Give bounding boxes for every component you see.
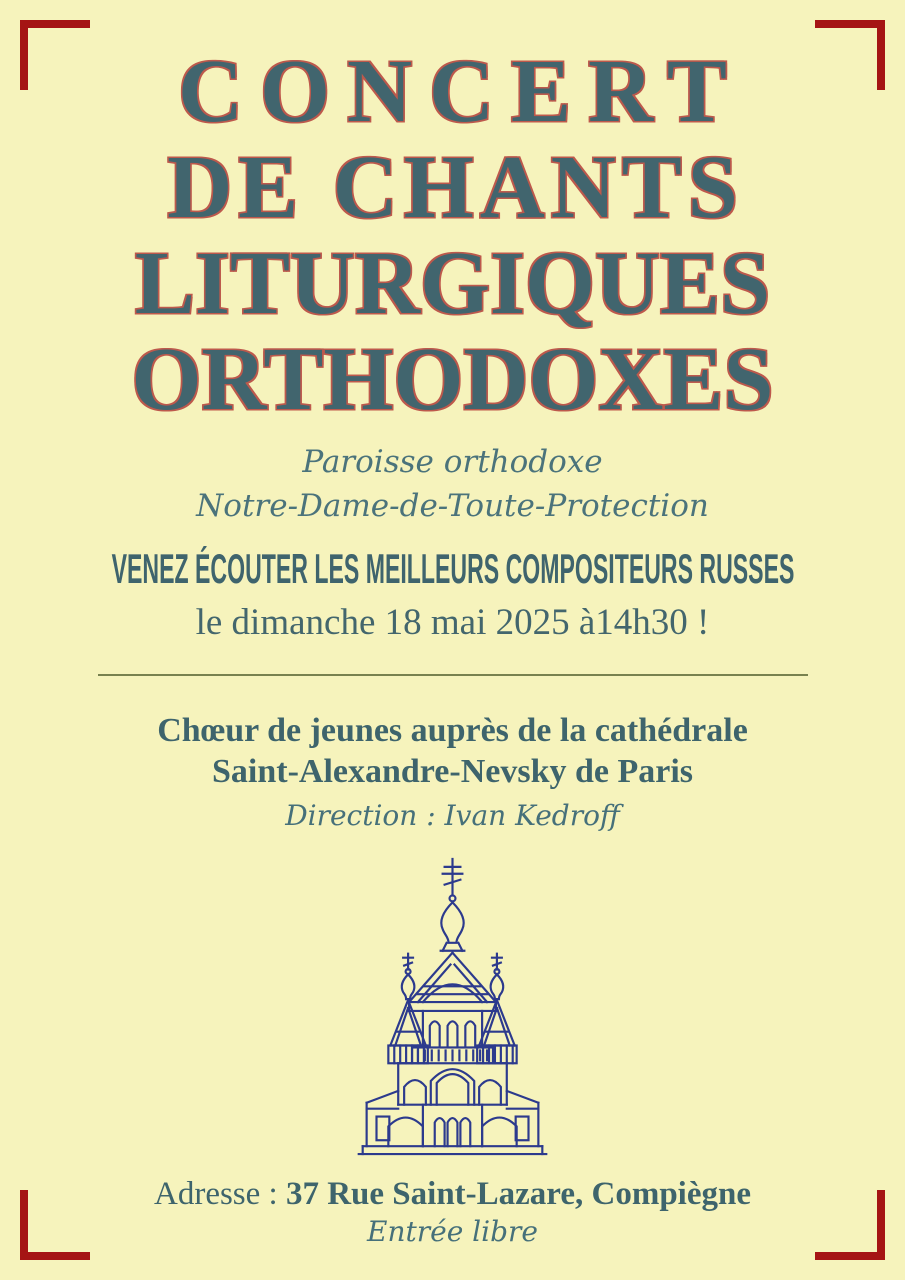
address-value: 37 Rue Saint-Lazare, Compiègne <box>285 1176 751 1212</box>
tagline-row <box>0 546 905 592</box>
parish-line-2: Notre-Dame-de-Toute-Protection <box>196 488 709 524</box>
central-tent-spire <box>409 953 496 1011</box>
parish-line-1: Paroisse orthodoxe <box>302 444 603 480</box>
title-line-3: LITURGIQUES <box>134 234 771 333</box>
right-tower <box>477 954 516 1064</box>
title-line-1: CONCERT <box>178 42 744 141</box>
title-line-4: ORTHODOXES <box>131 330 774 429</box>
corner-bracket-bottom-left <box>20 1190 90 1260</box>
choir-name <box>0 710 905 792</box>
corner-bracket-top-right <box>815 20 885 90</box>
lower-facade-and-base <box>359 1091 547 1154</box>
address-line <box>0 1174 905 1214</box>
direction-credit: Direction : Ivan Kedroff <box>285 799 620 832</box>
poster-title <box>0 0 905 428</box>
free-entry-note: Entrée libre <box>367 1215 538 1248</box>
orthodox-cross-icon <box>443 859 463 901</box>
title-line-2: DE CHANTS <box>167 138 744 237</box>
choir-line-2: Saint-Alexandre-Nevsky de Paris <box>211 753 694 790</box>
upper-facade <box>398 1063 507 1104</box>
horizontal-divider <box>98 674 808 676</box>
cathedral-illustration <box>339 854 566 1160</box>
choir-line-1: Chœur de jeunes auprès de la cathédrale <box>157 712 748 749</box>
central-onion-dome <box>441 902 465 950</box>
address-label: Adresse : <box>154 1176 278 1212</box>
tagline-text: VENEZ ÉCOUTER LES MEILLEURS COMPOSITEURS RUSSES <box>111 545 794 592</box>
parish-subtitle <box>0 440 905 528</box>
corner-bracket-top-left <box>20 20 90 90</box>
corner-bracket-bottom-right <box>815 1190 885 1260</box>
event-date: le dimanche 18 mai 2025 à14h30 ! <box>195 602 710 643</box>
